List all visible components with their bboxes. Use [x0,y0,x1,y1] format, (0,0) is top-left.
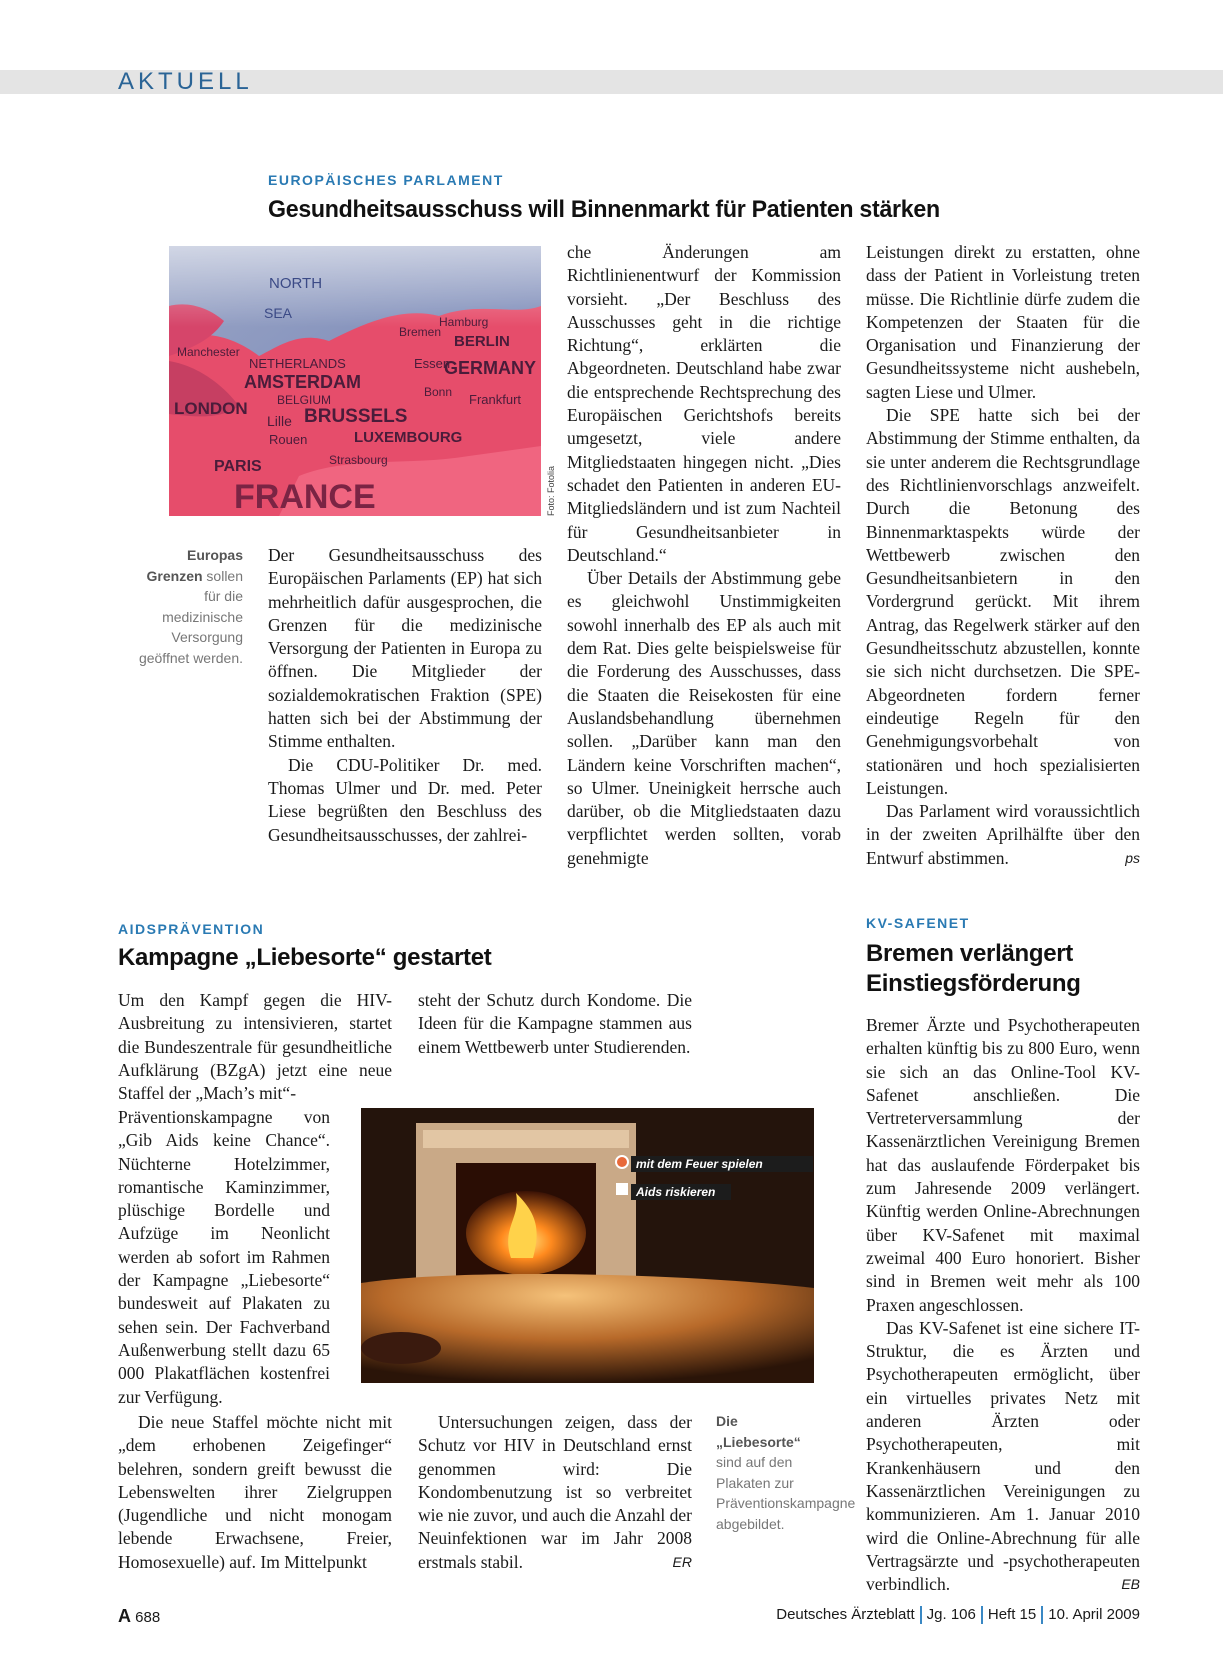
svg-text:Lille: Lille [267,413,292,429]
svg-text:Bremen: Bremen [399,325,442,339]
paragraph-text: Das KV-Safenet ist eine sichere IT-Struktur, die es Ärzten und Psychotherapeuten ermöglicht, über ein virtuelles privates Netz mit anderen Ärzten oder Psychotherapeuten, mit Krankenhäusern und den Kassenärztlichen Vereinigungen zu kommunizieren. Am 1. Januar 2010 wird die Online-Abrechnung für alle Vertragsärzte und -psychotherapeuten verbindlich. [866,1317,1140,1595]
paragraph [866,1317,1140,1597]
svg-text:LUXEMBOURG: LUXEMBOURG [354,429,463,446]
poster-option-2: Aids riskieren [636,1185,716,1199]
author-signature: ER [672,1553,692,1570]
article2-kicker: AIDSPRÄVENTION [118,921,265,937]
paragraph [418,1411,692,1574]
caption-text: sind auf den Plakaten zur Präventionskampagne abgebildet. [716,1454,856,1532]
article2-caption [716,1411,856,1534]
author-signature: ps [1125,849,1140,866]
svg-text:BERLIN: BERLIN [454,333,510,350]
svg-text:NORTH: NORTH [269,275,323,292]
svg-text:BRUSSELS: BRUSSELS [304,406,408,427]
paragraph: Die neue Staffel möchte nicht mit „dem erhobenen Zeigefinger“ belehren, sondern greift bewusst die Lebenswelten ihrer Zielgruppen (Jugendliche und nicht monogam lebende Erwachsene, Freier, Homosexuelle) auf. Im Mittelpunkt [118,1412,392,1572]
article1-column-1 [268,544,542,847]
paragraph: Um den Kampf gegen die HIV-Ausbreitung zu intensivieren, startet die Bundeszentrale für gesundheitliche Aufklärung (BZgA) jetzt eine neue Staffel der „Mach’s mit“- [118,990,392,1104]
svg-text:Hamburg: Hamburg [439,315,489,329]
article2-headline: Kampagne „Liebesorte“ gestartet [118,944,492,971]
paragraph-text: Untersuchungen zeigen, dass der Schutz vor HIV in Deutschland ernst genommen wird: Die Kondombenutzung ist so verbreitet wie nie zuvor, und auch die Anzahl der Neuinfektionen war im Jahr 2008 erstmals stabil. [418,1412,692,1572]
svg-text:Essen: Essen [414,356,451,371]
article1-caption [134,545,243,668]
svg-text:PARIS: PARIS [214,458,262,475]
article1-column-3 [866,241,1140,870]
caption-bold: Die „Liebesorte“ [716,1413,801,1450]
svg-text:AMSTERDAM: AMSTERDAM [244,372,361,392]
svg-text:FRANCE: FRANCE [234,478,376,516]
article3-column [866,1014,1140,1596]
article2-column-1b [118,1106,330,1409]
svg-text:SEA: SEA [264,305,293,321]
article1-headline: Gesundheitsausschuss will Binnenmarkt für Patienten stärken [268,196,940,223]
article3-kicker: KV-SAFENET [866,915,970,931]
paragraph: Der Gesundheitsausschuss des Europäischen Parlaments (EP) hat sich mehrheitlich dafür ausgesprochen, die Grenzen für die medizinische Versorgung der Patienten in Europa zu öffnen. Die Mitglieder der sozialdemokratischen Fraktion (SPE) hatten sich bei der Abstimmung der Stimme enthalten. [268,545,542,752]
article2-column-2b [418,1411,692,1574]
headline-line: Einstiegsförderung [866,970,1081,997]
paragraph: Präventionskampagne von „Gib Aids keine Chance“. Nüchterne Hotelzimmer, romantische Kaminzimmer, plüschige Bordelle und Aufzüge im Neonlicht werden ab sofort im Rahmen der Kampagne „Liebesorte“ bundesweit auf Plakaten zu sehen sein. Der Fachverband Außenwerbung stellt dazu 65 000 Plakatflächen kostenfrei zur Verfügung. [118,1107,330,1407]
svg-text:Rouen: Rouen [269,432,308,447]
fireplace-poster-photo [361,1108,814,1383]
svg-text:Strasbourg: Strasbourg [329,453,388,467]
svg-text:Frankfurt: Frankfurt [469,392,522,407]
author-signature: EB [1121,1576,1140,1593]
svg-text:NETHERLANDS: NETHERLANDS [249,356,346,371]
article1-column-2 [567,241,841,870]
caption-text: sollen für die medizinische Versorgung geöffnet werden. [138,567,243,666]
europe-map-photo [169,246,541,516]
paragraph: Die SPE hatte sich bei der Abstimmung der Stimme enthalten, da sie unter anderem die Rechtsgrundlage des Richtlinienvorschlags anzweifelt. Durch die Betonung des Binnenmarktaspekts würde der Wettbewerb zwischen den Gesundheitsanbietern in den Vordergrund gerückt. Mit ihrem Antrag, das Regelwerk stärker auf den Gesundheitsschutz abzustellen, konnte sie sich nicht durchsetzen. Die SPE-Abgeordneten fordern ferner eindeutige Regeln für den Genehmigungsvorbehalt von stationären und hoch spezialisierten Leistungen. [866,405,1140,798]
journal-name: Deutsches Ärzteblatt [776,1606,915,1623]
svg-text:LONDON: LONDON [174,399,248,418]
paragraph [866,800,1140,870]
journal-info [776,1606,1140,1624]
paragraph: che Änderungen am Richtlinienentwurf der Kommission vorsieht. „Der Beschluss des Ausschusses geht in die richtige Richtung“, erklärten die Abgeordneten. Deutschland habe zwar die entsprechende Rechtsprechung des Europäischen Gerichtshofs bereits umgesetzt, viele andere Mitgliedstaaten hingegen nicht. „Dies schadet den Patienten in anderen EU-Mitgliedsländern und ist zum Nachteil für Gesundheitsanbieter in Deutschland.“ [567,242,841,565]
fireplace-graphic [361,1108,814,1383]
svg-text:Manchester: Manchester [177,345,240,359]
europe-map-graphic [169,246,541,516]
volume: Jg. 106 [926,1606,976,1623]
article1-kicker: EUROPÄISCHES PARLAMENT [268,172,504,188]
date: 10. April 2009 [1048,1606,1140,1623]
paragraph: Leistungen direkt zu erstatten, ohne dass der Patient in Vorleistung treten müsse. Die Richtlinie dürfe zudem die Kompetenzen der Staaten für die Organisation und Finanzierung der Gesundheitssysteme nicht aushebeln, sagten Liese und Ulmer. [866,242,1140,402]
page-number-value: 688 [135,1609,161,1626]
article2-column-1a [118,989,392,1105]
svg-text:BELGIUM: BELGIUM [277,393,332,407]
photo-credit: Foto: Fotolia [546,465,556,516]
paragraph: Über Details der Abstimmung gebe es gleichwohl Unstimmigkeiten sowohl innerhalb des EP als auch mit dem Rat. Dies gelte beispielsweise für die Forderung des Ausschusses, dass die Staaten die Reisekosten für eine Auslandsbehandlung übernehmen sollen. „Darüber kann man den Ländern keine Vorschriften machen“, so Ulmer. Uneinigkeit herrsche auch darüber, ob die Mitgliedstaaten dazu verpflichtet werden sollten, vorab genehmigte [567,568,841,868]
svg-text:Bonn: Bonn [424,385,453,399]
poster-option-1: mit dem Feuer spielen [636,1157,763,1171]
page-prefix: A [118,1606,131,1626]
article2-column-2a [418,989,692,1059]
article2-column-1c [118,1411,392,1574]
paragraph: Bremer Ärzte und Psychotherapeuten erhalten künftig bis zu 800 Euro, wenn sie sich an das Online-Tool KV-Safenet anschließen. Die Vertreterversammlung der Kassenärztlichen Vereinigung Bremen hat das auslaufende Förderpaket bis zum Jahresende 2009 verlängert. Künftig werden Online-Abrechnungen über KV-Safenet mit maximal zweimal 400 Euro honoriert. Bisher sind in Bremen weit mehr als 100 Praxen angeschlossen. [866,1015,1140,1315]
separator [920,1606,922,1624]
separator [981,1606,983,1624]
caption-bold: Europas Grenzen [146,547,243,584]
paragraph: steht der Schutz durch Kondome. Die Ideen für die Kampagne stammen aus einem Wettbewerb unter Studierenden. [418,990,692,1057]
paragraph-text: Das Parlament wird voraussichtlich in der zweiten Aprilhälfte über den Entwurf abstimmen. [866,801,1140,868]
issue: Heft 15 [987,1606,1037,1623]
separator [1041,1606,1043,1624]
page-number [118,1606,160,1627]
paragraph: Die CDU-Politiker Dr. med. Thomas Ulmer und Dr. med. Peter Liese begrüßten den Beschluss des Gesundheitsausschusses, der zahlrei- [268,754,542,845]
section-title: AKTUELL [118,68,253,95]
article3-headline [866,939,1081,999]
headline-line: Bremen verlängert [866,940,1073,967]
svg-text:GERMANY: GERMANY [444,358,537,378]
